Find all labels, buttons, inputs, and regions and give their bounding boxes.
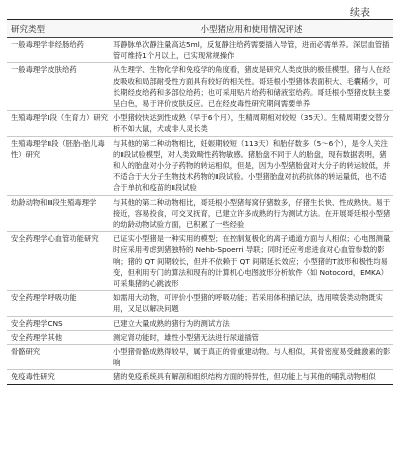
table-row [7, 195, 393, 232]
description-cell: 耳静脉单次静注量高达5ml，反复静注给药需要插入导管，进而必需单养。深层血管插管可维持1个月以上，已实现常规操作 [110, 38, 393, 63]
study-type-cell: 幼龄动物和Ⅲ段生殖毒理学 [7, 195, 110, 232]
table-row [7, 38, 393, 63]
table-row [7, 63, 393, 111]
study-type-cell: 安全药理学CNS [7, 316, 110, 330]
description-cell: 已证实小型猪是一种实用的模型；在控制复极化的离子通道方面与人相似；心电图测量时应采用考虑到猪独特的 Nehb-Spoerri 导联；同时还应考虑进食对心血管参数的影响；猪的 QT 间期较长，但并不依赖于 QT 间期延长效应；小型猪的T波形和极性均易变，但利用专门的算法和现有的计算机心电图波形分析软件（如 Notocord，EMKA）可采集猪的心跳波形 [110, 232, 393, 291]
table-row [7, 345, 393, 370]
table-body [7, 38, 393, 385]
description-cell: 小型猪骨骼成熟得较早，属于真正的骨重建动物。与人相似，其骨密度易受雌激素的影响 [110, 345, 393, 370]
table-row [7, 232, 393, 291]
study-type-cell: 安全药理学心血管功能研究 [7, 232, 110, 291]
study-type-cell: 免疫毒性研究 [7, 370, 110, 384]
study-type-cell: 一般毒理学非经肠给药 [7, 38, 110, 63]
study-type-cell: 一般毒理学皮肤给药 [7, 63, 110, 111]
table-row [7, 136, 393, 195]
table-row [7, 330, 393, 344]
study-type-cell: 安全药理学呼吸功能 [7, 291, 110, 316]
study-type-cell: 生殖毒理学Ⅰ段（生育力）研究 [7, 111, 110, 136]
description-cell: 小型猪较快达到性成熟（早于6个月），生精周期相对较短（35天）。生精周期要交替分析不如大鼠，犬或非人灵长类 [110, 111, 393, 136]
description-cell: 与其他的第二种动物相比，哥廷根小型猪每窝仔猪数多，仔猪生长快、性成熟快。易于接近，容易投食，可交叉抚育，已建立许多成熟的行为测试方法。在开展哥廷根小型猪的幼龄动物试验方面，已积累了一些经验 [110, 195, 393, 232]
header-description: 小型猪应用和使用情况评述 [110, 20, 393, 38]
header-study-type: 研究类型 [7, 20, 110, 38]
table-row [7, 111, 393, 136]
table-row [7, 370, 393, 384]
description-cell: 已建立大量成熟的猪行为的测试方法 [110, 316, 393, 330]
study-type-cell: 生殖毒理学Ⅱ段（胚胎-胎儿毒性）研究 [7, 136, 110, 195]
table-header [7, 20, 393, 38]
continued-label: 续表 [350, 8, 370, 19]
description-cell: 测定肾功能时，雄性小型猪无法进行尿道插管 [110, 330, 393, 344]
data-table [7, 19, 393, 385]
description-cell: 与其他的第二种动物相比，妊娠期较短（113天）和胎仔数多（5～6个），是令人关注的Ⅱ段试验模型，对人类致畸性药物敏感。猪胎盘不同于人的胎盘，现有数据表明，猪和人的胎盘对小分子药物的转运相似，但是，因为小型猪胎盘对大分子的转运较低，并不适合于大分子生物技术药物的Ⅱ段试验。小型猪胎盘对抗药抗体的转运量低，也不适合于单抗和疫苗的Ⅱ段试验 [110, 136, 393, 195]
description-cell: 从生理学、生物化学和免疫学的角度看，猪皮是研究人类皮肤的极佳模型。猪与人在经皮吸收和局部耐受性方面具有较好的相关性。哥廷根小型猪体表面积大、毛囊稀少，可长期经皮给药和多部位给药；也可采用贴片给药和储液室给药。哥廷根小型猪皮肤主要呈白色，易于评价皮肤反应。已在经皮毒性研究期间需要单养 [110, 63, 393, 111]
description-cell: 猪的免疫系统具有解剖和组织结构方面的特异性，但功能上与其他的哺乳动物相似 [110, 370, 393, 384]
study-type-cell: 安全药理学其他 [7, 330, 110, 344]
study-type-cell: 骨骼研究 [7, 345, 110, 370]
table-row [7, 316, 393, 330]
table-row [7, 291, 393, 316]
description-cell: 如需用大动物，可评价小型猪的呼吸功能；若采用体积描记法，选用喷袋类动物既实用，又足以解决问题 [110, 291, 393, 316]
